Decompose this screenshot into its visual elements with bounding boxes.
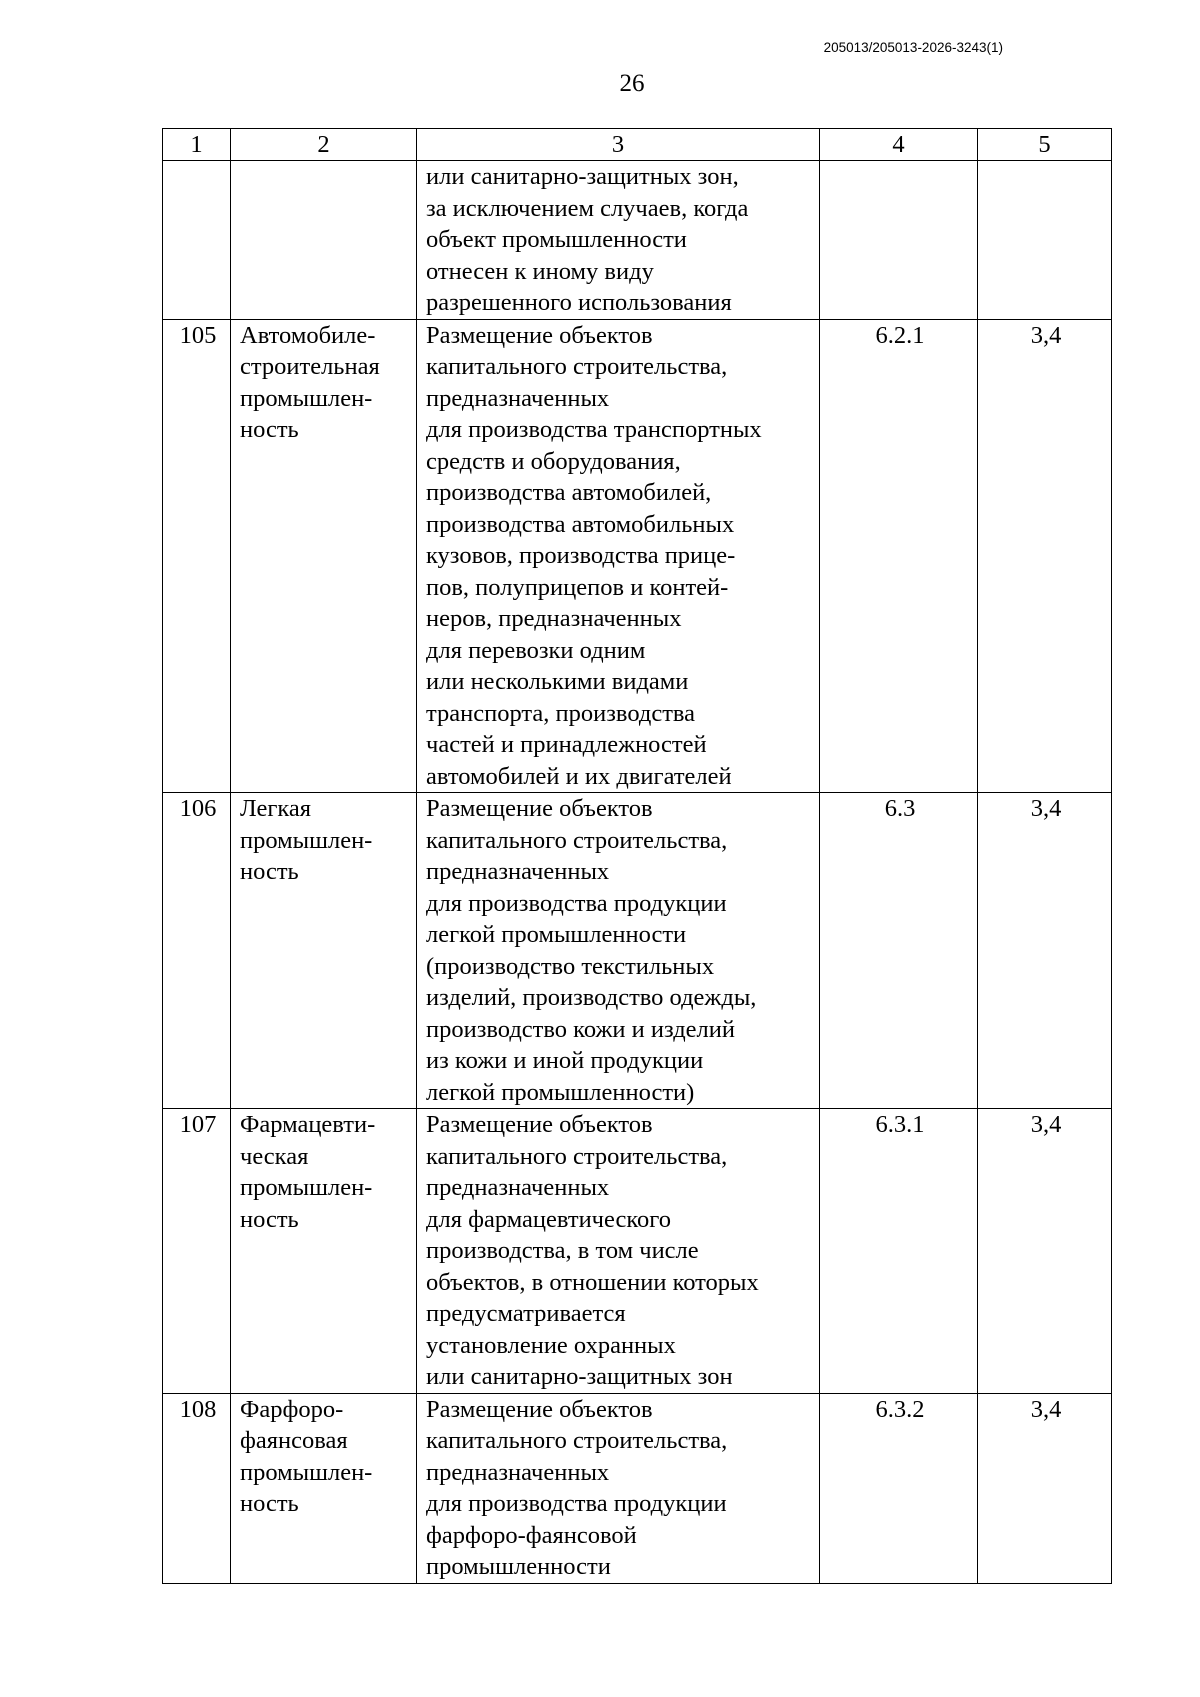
use-description-line: для фармацевтического: [426, 1205, 671, 1233]
column-header: 2: [231, 129, 417, 161]
use-name-line: Легкая: [240, 795, 312, 822]
use-description-line: кузовов, производства прице-: [426, 542, 736, 569]
use-name-line: промышлен-: [240, 1174, 373, 1201]
use-description-line: предназначенных: [426, 858, 610, 885]
use-description-line: фарфоро-фаянсовой: [426, 1521, 637, 1549]
use-description-line: или несколькими видами: [426, 668, 689, 695]
use-description-line: для перевозки одним: [426, 636, 646, 664]
use-name-line: промышлен-: [240, 1458, 373, 1486]
use-description-line: из кожи и иной продукции: [426, 1047, 704, 1074]
use-name-line: Фармацевти-: [240, 1111, 376, 1138]
use-description-line: транспорта, производства: [426, 699, 696, 727]
use-description-line: объект промышленности: [426, 226, 687, 253]
use-description: [417, 1393, 820, 1583]
column-header: 3: [417, 129, 820, 161]
use-params: 3,4: [978, 319, 1112, 793]
use-name: [231, 1393, 417, 1583]
use-description-line: капитального строительства,: [426, 1142, 728, 1170]
use-description: [417, 319, 820, 793]
use-description-line: за исключением случаев, когда: [426, 194, 749, 222]
use-description-line: Размещение объектов: [426, 795, 653, 822]
use-description-line: автомобилей и их двигателей: [426, 762, 732, 790]
use-description-line: производства автомобилей,: [426, 479, 712, 506]
column-header: 1: [163, 129, 231, 161]
use-description-line: легкой промышленности: [426, 921, 687, 948]
use-name-line: промышлен-: [240, 826, 373, 854]
table-row: [163, 319, 1112, 793]
table-body: [163, 161, 1112, 1584]
row-number: [163, 161, 231, 320]
use-params: 3,4: [978, 1393, 1112, 1583]
table-header-row: [163, 129, 1112, 161]
use-name: [231, 793, 417, 1109]
use-description-line: производство кожи и изделий: [426, 1015, 736, 1043]
use-description-line: предназначенных: [426, 1174, 610, 1201]
use-description-line: производства, в том числе: [426, 1237, 699, 1264]
use-name-line: ность: [240, 858, 299, 885]
use-description-line: средств и оборудования,: [426, 447, 681, 475]
table-row: [163, 1109, 1112, 1394]
use-params: 3,4: [978, 793, 1112, 1109]
table-row: [163, 161, 1112, 320]
use-description-line: пов, полуприцепов и контей-: [426, 573, 729, 601]
use-description-line: отнесен к иному виду: [426, 257, 654, 285]
use-name-line: ность: [240, 1490, 299, 1517]
use-code: 6.2.1: [820, 319, 978, 793]
table-row: [163, 1393, 1112, 1583]
use-description-line: Размещение объектов: [426, 1395, 653, 1423]
column-header: 4: [820, 129, 978, 161]
use-name-line: промышлен-: [240, 384, 373, 412]
use-name-line: ческая: [240, 1142, 309, 1170]
use-description-line: или санитарно-защитных зон,: [426, 163, 739, 190]
use-name-line: ность: [240, 416, 299, 443]
use-name: [231, 1109, 417, 1394]
use-code: 6.3: [820, 793, 978, 1109]
use-description-line: (производство текстильных: [426, 952, 715, 980]
row-number: 108: [163, 1393, 231, 1583]
use-code: 6.3.2: [820, 1393, 978, 1583]
use-name-line: Фарфоро-: [240, 1395, 344, 1423]
use-name: [231, 319, 417, 793]
row-number: 107: [163, 1109, 231, 1394]
use-description: [417, 161, 820, 320]
use-description-line: неров, предназначенных: [426, 605, 682, 632]
use-description: [417, 1109, 820, 1394]
use-description-line: предназначенных: [426, 384, 610, 412]
use-code: [820, 161, 978, 320]
use-description-line: разрешенного использования: [426, 289, 732, 316]
use-params: 3,4: [978, 1109, 1112, 1394]
use-description-line: частей и принадлежностей: [426, 731, 707, 758]
use-name-line: Автомобиле-: [240, 321, 376, 349]
use-description-line: для производства продукции: [426, 889, 727, 917]
use-description-line: Размещение объектов: [426, 1111, 653, 1138]
column-header: 5: [978, 129, 1112, 161]
use-description-line: для производства транспортных: [426, 416, 762, 443]
use-code: 6.3.1: [820, 1109, 978, 1394]
page-number: 26: [619, 70, 645, 97]
row-number: 105: [163, 319, 231, 793]
use-description-line: изделий, производство одежды,: [426, 984, 757, 1011]
use-description-line: производства автомобильных: [426, 510, 735, 538]
use-description-line: предназначенных: [426, 1458, 610, 1486]
use-description: [417, 793, 820, 1109]
use-name-line: фаянсовая: [240, 1427, 348, 1454]
use-description-line: или санитарно-защитных зон: [426, 1363, 733, 1390]
document-id: 205013/205013-2026-3243(1): [823, 40, 1003, 55]
use-description-line: для производства продукции: [426, 1490, 727, 1517]
use-description-line: капитального строительства,: [426, 826, 728, 854]
use-description-line: капитального строительства,: [426, 1427, 728, 1454]
land-use-table: [162, 128, 1112, 1584]
use-description-line: капитального строительства,: [426, 353, 728, 380]
use-description-line: объектов, в отношении которых: [426, 1268, 759, 1296]
table-row: [163, 793, 1112, 1109]
use-name-line: ность: [240, 1205, 299, 1233]
use-name: [231, 161, 417, 320]
use-params: [978, 161, 1112, 320]
use-description-line: Размещение объектов: [426, 321, 653, 349]
use-description-line: легкой промышленности): [426, 1078, 695, 1106]
use-description-line: предусматривается: [426, 1300, 626, 1327]
use-description-line: установление охранных: [426, 1331, 676, 1359]
use-description-line: промышленности: [426, 1553, 611, 1580]
row-number: 106: [163, 793, 231, 1109]
use-name-line: строительная: [240, 353, 380, 380]
